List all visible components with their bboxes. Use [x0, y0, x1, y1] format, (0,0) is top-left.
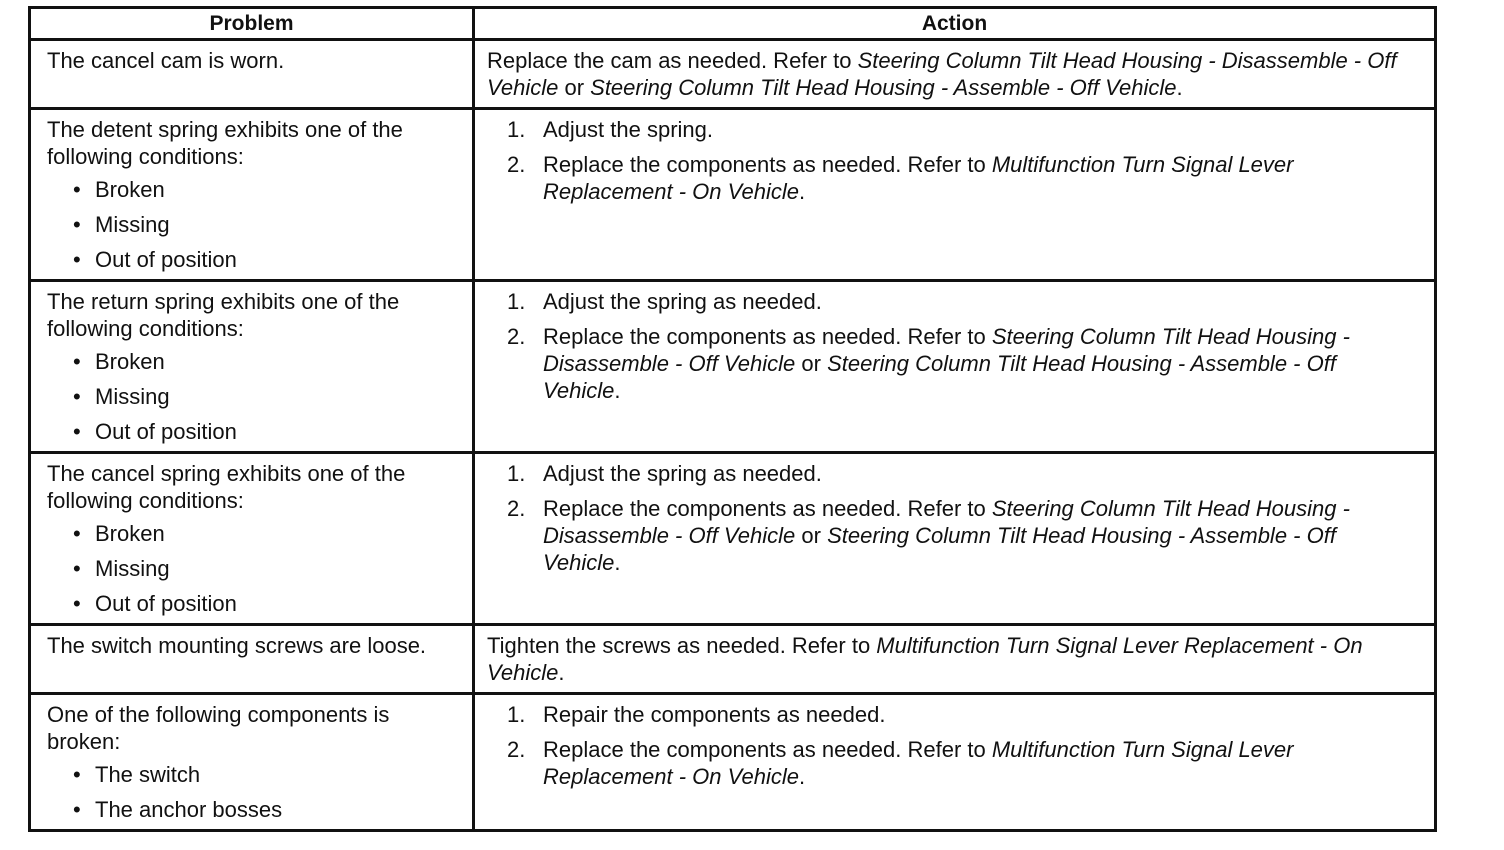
step-number: 2. [507, 496, 526, 521]
action-text: or [558, 75, 591, 100]
problem-cell [30, 281, 474, 453]
condition-item [47, 418, 458, 445]
step-body [543, 496, 1350, 575]
condition-text: Out of position [95, 247, 237, 272]
step-body [543, 117, 713, 142]
step-body [543, 324, 1350, 403]
step-number: 2. [507, 324, 526, 349]
problem-text: The cancel cam is worn. [47, 48, 285, 73]
problem-column-header: Problem [30, 8, 474, 40]
problem-cell [30, 453, 474, 625]
reference-link-text: Steering Column Tilt Head Housing - Disassemble - Off Vehicle [543, 496, 1350, 548]
condition-text: The anchor bosses [95, 797, 283, 822]
action-step [487, 323, 1416, 404]
problem-cell [30, 40, 474, 109]
action-step [487, 736, 1416, 790]
step-body [543, 702, 885, 727]
action-text: Replace the components as needed. Refer to [543, 324, 992, 349]
reference-link-text: Multifunction Turn Signal Lever Replacement - On Vehicle [543, 737, 1294, 789]
condition-text: Missing [95, 556, 170, 581]
reference-link-text: Steering Column Tilt Head Housing - Disassemble - Off Vehicle [487, 48, 1397, 100]
condition-item [47, 520, 458, 547]
action-step [487, 151, 1416, 205]
action-text: Tighten the screws as needed. Refer to [487, 633, 877, 658]
bullet-icon: • [73, 521, 81, 546]
action-step [487, 701, 1416, 728]
action-text: Adjust the spring as needed. [543, 289, 822, 314]
reference-link-text: Steering Column Tilt Head Housing - Assemble - Off Vehicle [590, 75, 1177, 100]
problem-text: The return spring exhibits one of the following conditions: [47, 289, 400, 341]
action-cell [474, 625, 1436, 694]
action-cell [474, 694, 1436, 831]
condition-text: The switch [95, 762, 201, 787]
condition-text: Broken [95, 177, 165, 202]
reference-link-text: Multifunction Turn Signal Lever Replacement - On Vehicle [543, 152, 1294, 204]
action-paragraph [487, 47, 1416, 101]
bullet-icon: • [73, 177, 81, 202]
action-steps [487, 701, 1416, 790]
step-number: 2. [507, 737, 526, 762]
step-body [543, 461, 822, 486]
bullet-icon: • [73, 212, 81, 237]
step-number: 1. [507, 289, 526, 314]
action-text: Adjust the spring as needed. [543, 461, 822, 486]
action-column-header: Action [474, 8, 1436, 40]
condition-item [47, 246, 458, 273]
bullet-icon: • [73, 419, 81, 444]
bullet-icon: • [73, 247, 81, 272]
action-text: . [614, 550, 621, 575]
problem-cell [30, 109, 474, 281]
action-step [487, 288, 1416, 315]
condition-list [47, 761, 458, 823]
table-row [30, 453, 1436, 625]
bullet-icon: • [73, 797, 81, 822]
condition-text: Broken [95, 349, 165, 374]
table-row [30, 694, 1436, 831]
problem-text: The switch mounting screws are loose. [47, 633, 427, 658]
action-text: Repair the components as needed. [543, 702, 886, 727]
step-number: 1. [507, 461, 526, 486]
condition-text: Missing [95, 212, 170, 237]
action-text: or [795, 523, 828, 548]
step-body [543, 152, 1293, 204]
bullet-icon: • [73, 762, 81, 787]
step-number: 1. [507, 117, 526, 142]
action-text: . [614, 378, 621, 403]
action-steps [487, 288, 1416, 404]
condition-text: Out of position [95, 591, 237, 616]
action-cell [474, 40, 1436, 109]
action-text: Replace the components as needed. Refer to [543, 152, 992, 177]
condition-item [47, 176, 458, 203]
reference-link-text: Steering Column Tilt Head Housing - Assemble - Off Vehicle [543, 523, 1336, 575]
problem-cell [30, 694, 474, 831]
header-row [30, 8, 1436, 40]
step-body [543, 289, 822, 314]
action-text: . [1176, 75, 1183, 100]
condition-list [47, 176, 458, 273]
action-text: . [798, 764, 806, 789]
step-number: 1. [507, 702, 526, 727]
table-row [30, 109, 1436, 281]
action-cell [474, 281, 1436, 453]
diagnostic-table [28, 6, 1437, 832]
action-text: Replace the cam as needed. Refer to [487, 48, 858, 73]
condition-text: Missing [95, 384, 170, 409]
action-text: Replace the components as needed. Refer to [543, 737, 992, 762]
condition-list [47, 348, 458, 445]
condition-item [47, 590, 458, 617]
action-steps [487, 460, 1416, 576]
condition-text: Out of position [95, 419, 237, 444]
table-row [30, 625, 1436, 694]
condition-item [47, 211, 458, 238]
action-text: Adjust the spring. [543, 117, 713, 142]
problem-text: One of the following components is broken: [47, 702, 390, 754]
action-cell [474, 453, 1436, 625]
action-steps [487, 116, 1416, 205]
condition-text: Broken [95, 521, 165, 546]
action-cell [474, 109, 1436, 281]
condition-item [47, 761, 458, 788]
condition-list [47, 520, 458, 617]
action-step [487, 460, 1416, 487]
table-row [30, 40, 1436, 109]
table-row [30, 281, 1436, 453]
step-number: 2. [507, 152, 526, 177]
bullet-icon: • [73, 384, 81, 409]
condition-item [47, 796, 458, 823]
action-text: or [795, 351, 828, 376]
step-body [543, 737, 1293, 789]
problem-cell [30, 625, 474, 694]
condition-item [47, 555, 458, 582]
action-text: Replace the components as needed. Refer to [543, 496, 992, 521]
bullet-icon: • [73, 591, 81, 616]
problem-text: The detent spring exhibits one of the following conditions: [47, 117, 403, 169]
action-paragraph [487, 632, 1416, 686]
bullet-icon: • [73, 349, 81, 374]
action-step [487, 116, 1416, 143]
action-text: . [558, 660, 565, 685]
problem-text: The cancel spring exhibits one of the following conditions: [47, 461, 406, 513]
reference-link-text: Steering Column Tilt Head Housing - Assemble - Off Vehicle [543, 351, 1336, 403]
condition-item [47, 348, 458, 375]
reference-link-text: Steering Column Tilt Head Housing - Disassemble - Off Vehicle [543, 324, 1350, 376]
bullet-icon: • [73, 556, 81, 581]
reference-link-text: Multifunction Turn Signal Lever Replacement - On Vehicle [487, 633, 1363, 685]
action-step [487, 495, 1416, 576]
condition-item [47, 383, 458, 410]
action-text: . [798, 179, 806, 204]
